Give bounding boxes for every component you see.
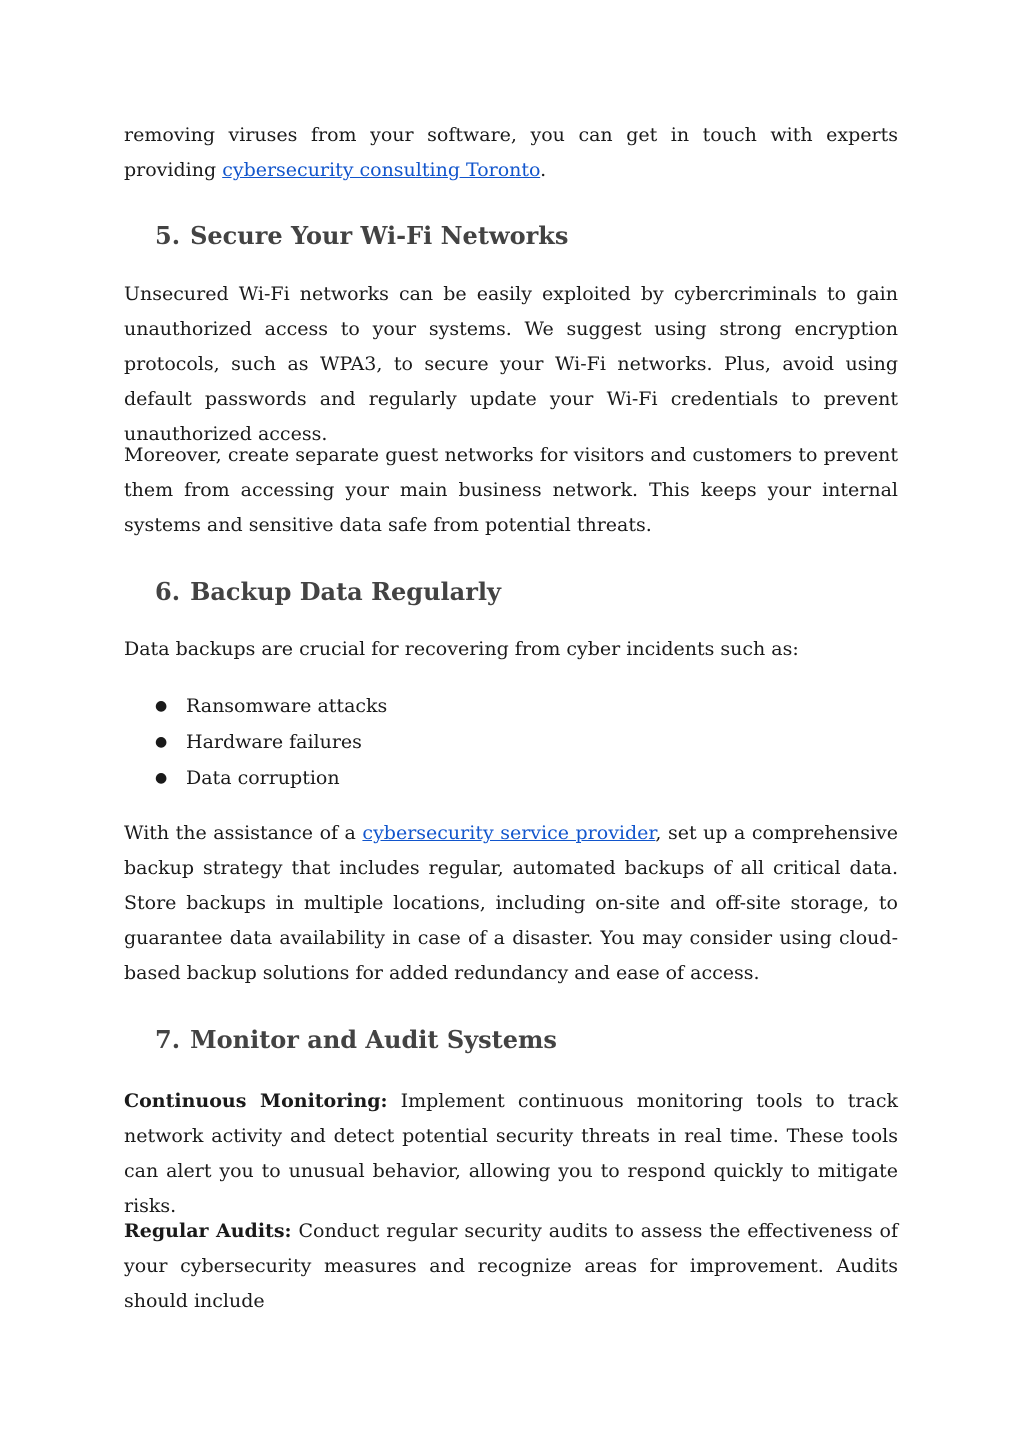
section-7-title: Monitor and Audit Systems	[190, 1025, 557, 1054]
audits-label: Regular Audits:	[124, 1220, 292, 1242]
section-6-text-after: , set up a comprehensive backup strategy that includes regular, automated backups of all critical data. Store backups in multiple locations, including on-site and off-site storage, to guarantee data availability in case of a disaster. You may consider using cloud-based backup solutions for added redundancy and ease of access.	[124, 822, 899, 984]
intro-period: .	[540, 159, 547, 181]
section-5-heading	[124, 221, 898, 251]
bullet-icon: ●	[155, 734, 168, 750]
section-5-paragraph-2: Moreover, create separate guest networks for visitors and customers to prevent them from accessing your main business network. This keeps your internal systems and sensitive data safe from potential threats.	[124, 444, 898, 536]
monitoring-paragraph	[124, 1084, 898, 1224]
section-6-intro: Data backups are crucial for recovering from cyber incidents such as:	[124, 638, 799, 660]
section-5-paragraph-1: Unsecured Wi-Fi networks can be easily exploited by cybercriminals to gain unauthorized access to your systems. We suggest using strong encryption protocols, such as WPA3, to secure your Wi-Fi networks. Plus, avoid using default passwords and regularly update your Wi-Fi credentials to prevent unauthorized access.	[124, 283, 898, 445]
section-6-title: Backup Data Regularly	[190, 577, 501, 606]
section-5-title: Secure Your Wi-Fi Networks	[190, 221, 569, 250]
list-item-text: Ransomware attacks	[186, 695, 388, 717]
section-7-heading	[124, 1025, 898, 1055]
monitoring-label: Continuous Monitoring:	[124, 1090, 388, 1112]
section-6-paragraph	[124, 816, 898, 991]
service-provider-link[interactable]: cybersecurity service provider	[362, 822, 656, 844]
bullet-icon: ●	[155, 770, 168, 786]
list-item	[124, 760, 898, 796]
section-6-number: 6.	[155, 577, 181, 606]
consulting-toronto-link[interactable]: cybersecurity consulting Toronto	[222, 159, 541, 181]
intro-text: removing viruses from your software, you can get in touch with experts providing	[124, 124, 898, 181]
section-6-heading	[124, 577, 898, 607]
bullet-icon: ●	[155, 698, 168, 714]
list-item-text: Data corruption	[186, 767, 340, 789]
monitoring-text: Implement continuous monitoring tools to track network activity and detect potential security threats in real time. These tools can alert you to unusual behavior, allowing you to respond quickly to mitigate risks.	[124, 1090, 898, 1217]
audits-text: Conduct regular security audits to assess the effectiveness of your cybersecurity measures and recognize areas for improvement. Audits should include	[124, 1220, 898, 1312]
section-7-number: 7.	[155, 1025, 181, 1054]
list-item	[124, 724, 898, 760]
section-5-number: 5.	[155, 221, 181, 250]
backup-list	[124, 688, 898, 796]
list-item-text: Hardware failures	[186, 731, 362, 753]
intro-paragraph	[124, 118, 898, 188]
audits-paragraph	[124, 1214, 898, 1319]
section-6-text-before: With the assistance of a	[124, 822, 363, 844]
list-item	[124, 688, 898, 724]
